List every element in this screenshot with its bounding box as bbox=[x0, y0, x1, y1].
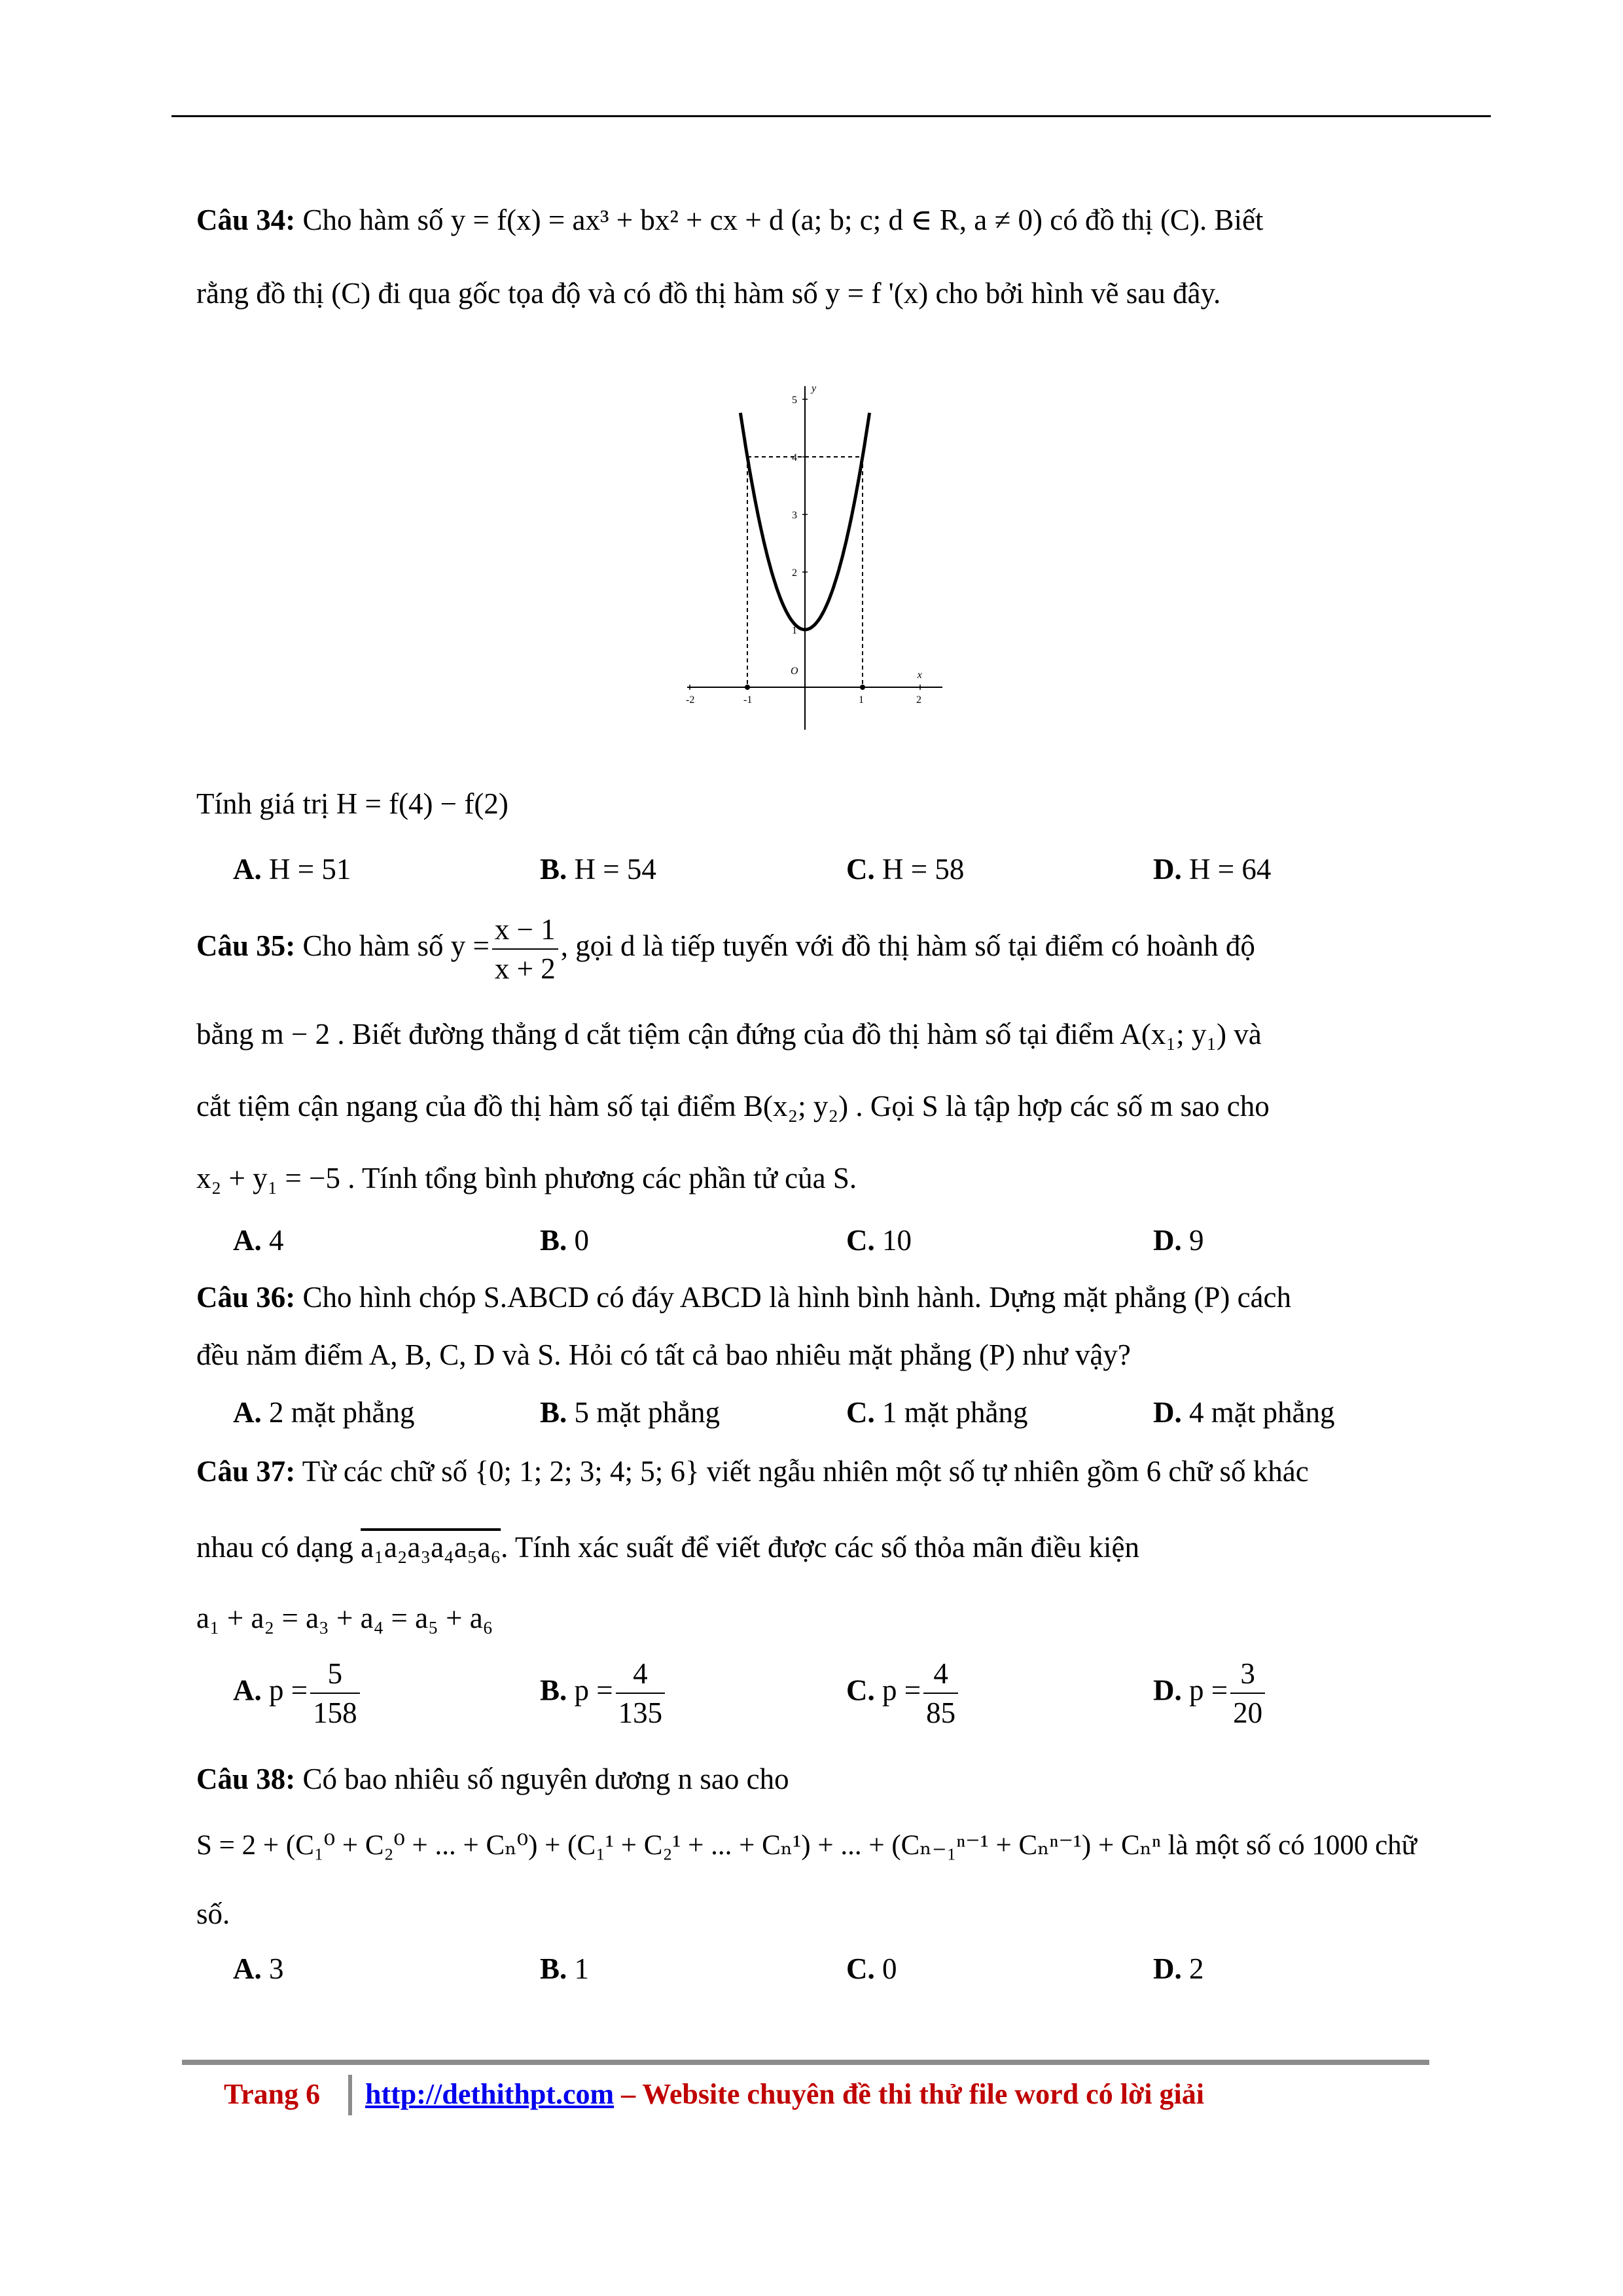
q34-option-b[interactable]: B. H = 54 bbox=[540, 853, 656, 886]
footer-tagline: – Website chuyên đề thi thử file word có lời giải bbox=[621, 2078, 1204, 2110]
header-rule bbox=[171, 115, 1491, 117]
q34-label: Câu 34: bbox=[196, 204, 296, 236]
derivative-graph bbox=[674, 373, 949, 740]
q34-option-c[interactable]: C. H = 58 bbox=[846, 853, 965, 886]
q34-text1: Cho hàm số y = f(x) = ax³ + bx² + cx + d (a; b; c; d ∈ R, a ≠ 0) có đồ thị (C). Biết bbox=[302, 204, 1264, 236]
q35-option-b[interactable]: B. 0 bbox=[540, 1224, 590, 1257]
q37-line2: nhau có dạng a₁a₂a₃a₄a₅a₆. Tính xác suất để viết được các số thỏa mãn điều kiện bbox=[196, 1531, 1139, 1564]
q37-option-c[interactable]: C. p = $\frac{4}{85}$ bbox=[846, 1655, 961, 1732]
q37-line3: a₁ + a₂ = a₃ + a₄ = a₅ + a₆ bbox=[196, 1602, 493, 1634]
q37-label: Câu 37: bbox=[196, 1455, 296, 1488]
q37-option-b[interactable]: B. p = $\frac{4}{135}$ bbox=[540, 1655, 668, 1732]
q35-line3: cắt tiệm cận ngang của đồ thị hàm số tại điểm B(x₂; y₂) . Gọi S là tập hợp các số m sao cho bbox=[196, 1090, 1270, 1122]
y-tick-label: 2 bbox=[792, 567, 797, 579]
x-tick-label: -2 bbox=[686, 694, 695, 706]
q38-option-c[interactable]: C. 0 bbox=[846, 1952, 897, 1985]
q35-option-a[interactable]: A. 4 bbox=[233, 1224, 284, 1257]
q35-label: Câu 35: bbox=[196, 929, 296, 962]
q38-line3: số. bbox=[196, 1897, 230, 1930]
q34-line2: rằng đồ thị (C) đi qua gốc tọa độ và có đồ thị hàm số y = f '(x) cho bởi hình vẽ sau đây. bbox=[196, 277, 1221, 310]
q36-option-a[interactable]: A. 2 mặt phẳng bbox=[233, 1396, 415, 1429]
x-axis-label: x bbox=[917, 670, 922, 681]
q37-number-form: a₁a₂a₃a₄a₅a₆ bbox=[361, 1531, 501, 1564]
q38-formula: S = 2 + (C₁⁰ + C₂⁰ + ... + Cₙ⁰) + (C₁¹ + C₂¹ + ... + Cₙ¹) + ... + (Cₙ₋₁ⁿ⁻¹ + Cₙⁿ⁻¹) + Cₙⁿ bbox=[196, 1830, 1161, 1861]
q38-option-b[interactable]: B. 1 bbox=[540, 1952, 590, 1985]
q35-option-c[interactable]: C. 10 bbox=[846, 1224, 912, 1257]
q36-line2: đều năm điểm A, B, C, D và S. Hỏi có tất cả bao nhiêu mặt phẳng (P) như vậy? bbox=[196, 1338, 1131, 1371]
y-tick-label: 1 bbox=[792, 625, 797, 636]
y-tick-label: 5 bbox=[792, 395, 797, 406]
q36-option-d[interactable]: D. 4 mặt phẳng bbox=[1153, 1396, 1335, 1429]
x-tick-label: 1 bbox=[859, 694, 864, 706]
x-tick-label: 2 bbox=[916, 694, 921, 706]
q35-fraction: $\frac{x - 1}{x + 2}$ bbox=[492, 910, 558, 988]
q34-question: Tính giá trị H = f(4) − f(2) bbox=[196, 787, 508, 820]
q36-option-c[interactable]: C. 1 mặt phẳng bbox=[846, 1396, 1028, 1429]
y-tick-label: 3 bbox=[792, 510, 797, 521]
q35-option-d[interactable]: D. 9 bbox=[1153, 1224, 1204, 1257]
q37-digit-set: {0; 1; 2; 3; 4; 5; 6} bbox=[474, 1455, 700, 1488]
q37-line1: Câu 37: Từ các chữ số {0; 1; 2; 3; 4; 5; 6} viết ngẫu nhiên một số tự nhiên gồm 6 chữ số khác bbox=[196, 1455, 1309, 1488]
x-tick-label: -1 bbox=[743, 694, 753, 706]
q38-option-d[interactable]: D. 2 bbox=[1153, 1952, 1204, 1985]
q38-option-a[interactable]: A. 3 bbox=[233, 1952, 284, 1985]
q36-option-b[interactable]: B. 5 mặt phẳng bbox=[540, 1396, 720, 1429]
q34-option-a[interactable]: A. H = 51 bbox=[233, 853, 351, 886]
q37-option-d[interactable]: D. p = $\frac{3}{20}$ bbox=[1153, 1655, 1268, 1732]
origin-label: O bbox=[791, 666, 798, 677]
y-axis-label: y bbox=[812, 383, 817, 394]
footer-link[interactable]: http://dethithpt.com bbox=[365, 2078, 615, 2110]
q36-line1: Câu 36: Cho hình chóp S.ABCD có đáy ABCD là hình bình hành. Dựng mặt phẳng (P) cách bbox=[196, 1281, 1292, 1314]
q37-option-a[interactable]: A. p = $\frac{5}{158}$ bbox=[233, 1655, 363, 1732]
q36-label: Câu 36: bbox=[196, 1281, 296, 1314]
q35-line4: x₂ + y₁ = −5 . Tính tổng bình phương các phần tử của S. bbox=[196, 1162, 857, 1194]
q34-line1 bbox=[196, 200, 1263, 240]
q38-line1: Câu 38: Có bao nhiêu số nguyên dương n sao cho bbox=[196, 1763, 789, 1795]
footer-text bbox=[365, 2075, 1204, 2114]
footer-rule bbox=[182, 2060, 1429, 2065]
footer-separator bbox=[348, 2075, 352, 2115]
q38-line2: S = 2 + (C₁⁰ + C₂⁰ + ... + Cₙ⁰) + (C₁¹ + C₂¹ + ... + Cₙ¹) + ... + (Cₙ₋₁ⁿ⁻¹ + Cₙⁿ⁻¹) + Cₙⁿ là một số có 1000 chữ bbox=[196, 1830, 1417, 1861]
q34-option-d[interactable]: D. H = 64 bbox=[1153, 853, 1272, 886]
q38-label: Câu 38: bbox=[196, 1763, 296, 1795]
q35-line2: bằng m − 2 . Biết đường thẳng d cắt tiệm cận đứng của đồ thị hàm số tại điểm A(x₁; y₁) và bbox=[196, 1018, 1262, 1050]
q35-line1: Câu 35: Cho hàm số y = $\frac{x - 1}{x + 2}$ , gọi d là tiếp tuyến với đồ thị hàm số tại điểm có hoành độ bbox=[196, 906, 1255, 988]
y-tick-label: 4 bbox=[792, 452, 797, 463]
footer-page-number: Trang 6 bbox=[224, 2078, 321, 2110]
